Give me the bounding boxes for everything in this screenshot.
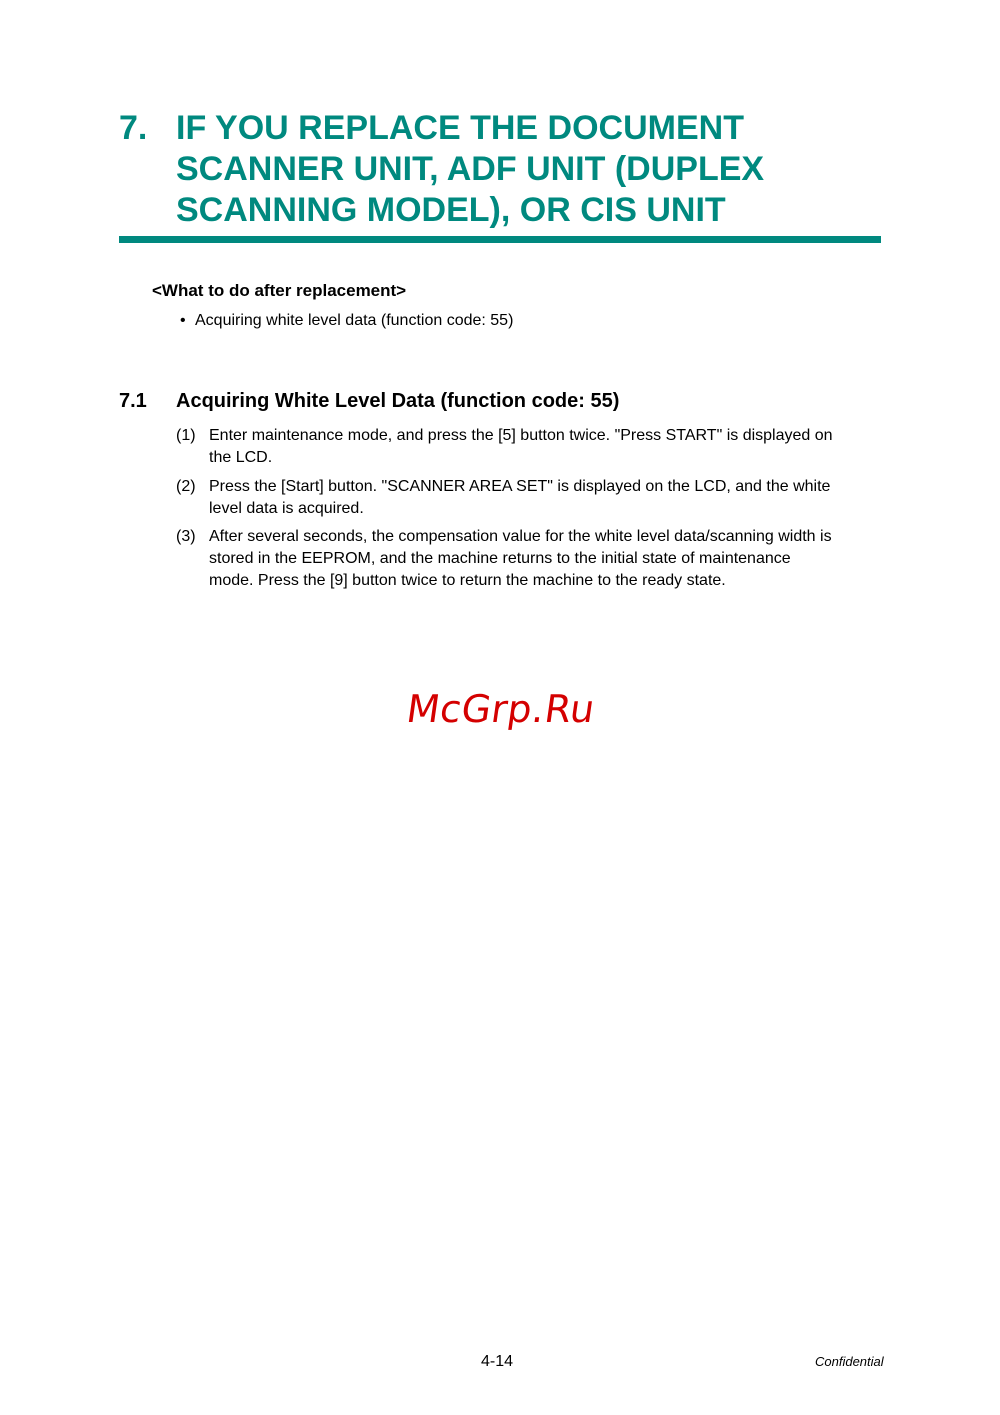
step-line: level data is acquired. <box>209 500 364 517</box>
step-number: (3) <box>176 528 196 545</box>
step-line: the LCD. <box>209 449 273 466</box>
chapter-title-line: SCANNING MODEL), OR CIS UNIT <box>176 191 726 229</box>
bullet-icon: • <box>180 312 186 329</box>
chapter-title-line: IF YOU REPLACE THE DOCUMENT <box>176 109 744 147</box>
watermark: McGrp.Ru <box>403 687 598 731</box>
confidential-label: Confidential <box>815 1354 884 1369</box>
step-text <box>209 425 869 469</box>
section-number: 7.1 <box>119 390 147 412</box>
step-text <box>209 476 869 520</box>
list-item <box>180 310 513 331</box>
chapter-number: 7. <box>119 109 148 147</box>
page-number: 4-14 <box>481 1353 514 1370</box>
chapter-title <box>176 108 876 231</box>
chapter-title-line: SCANNER UNIT, ADF UNIT (DUPLEX <box>176 150 765 188</box>
after-replacement-heading: <What to do after replacement> <box>152 281 407 300</box>
step-number: (1) <box>176 427 196 444</box>
step-line: After several seconds, the compensation value for the white level data/scanning width is <box>209 528 832 545</box>
step-line: stored in the EEPROM, and the machine returns to the initial state of maintenance <box>209 550 791 567</box>
step-number: (2) <box>176 478 196 495</box>
title-divider <box>119 236 881 243</box>
section-title: Acquiring White Level Data (function code: 55) <box>176 390 620 412</box>
step-text <box>209 526 869 592</box>
step-line: Enter maintenance mode, and press the [5] button twice. "Press START" is displayed on <box>209 427 833 444</box>
list-item-text: Acquiring white level data (function code: 55) <box>195 312 514 329</box>
step-line: mode. Press the [9] button twice to return the machine to the ready state. <box>209 572 726 589</box>
step-line: Press the [Start] button. "SCANNER AREA SET" is displayed on the LCD, and the white <box>209 478 831 495</box>
